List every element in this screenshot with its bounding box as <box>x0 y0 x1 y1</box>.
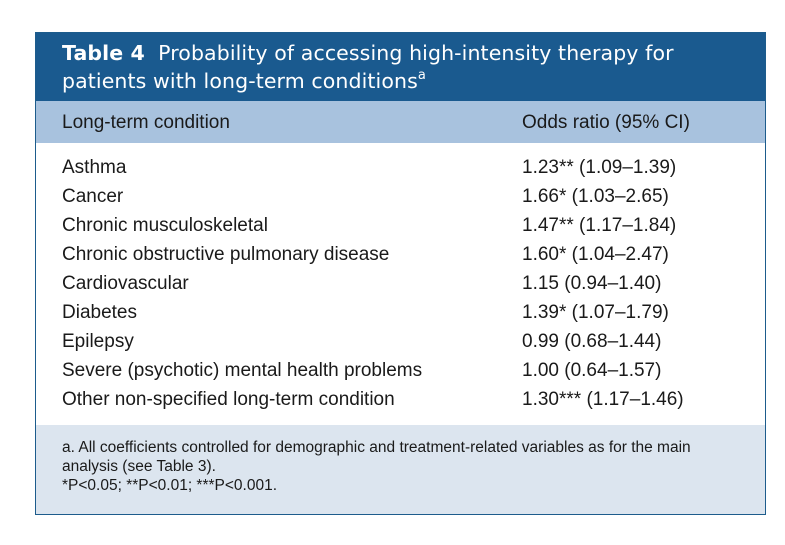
table-title-text: Probability of accessing high-intensity therapy for patients with long-term conditions <box>62 41 674 93</box>
cell-condition: Epilepsy <box>62 331 134 352</box>
footnote-a: a. All coefficients controlled for demographic and treatment-related variables as for the main analysis (see Table 3). <box>62 439 691 475</box>
cell-odds-ratio: 1.66* (1.03–2.65) <box>522 186 669 207</box>
table-row <box>36 157 765 186</box>
cell-condition: Chronic obstructive pulmonary disease <box>62 244 390 265</box>
table-row <box>36 215 765 244</box>
table-title-label: Table 4 <box>62 41 145 65</box>
cell-condition: Severe (psychotic) mental health problems <box>62 360 423 381</box>
cell-condition: Other non-specified long-term condition <box>62 389 395 410</box>
cell-odds-ratio: 1.23** (1.09–1.39) <box>522 157 677 178</box>
table-row <box>36 244 765 273</box>
cell-condition: Cancer <box>62 186 124 207</box>
table-4 <box>35 32 766 515</box>
cell-odds-ratio: 1.00 (0.64–1.57) <box>522 360 662 381</box>
cell-condition: Asthma <box>62 157 127 178</box>
table-row <box>36 302 765 331</box>
cell-odds-ratio: 1.15 (0.94–1.40) <box>522 273 662 294</box>
table-header-row <box>36 101 765 143</box>
cell-odds-ratio: 1.60* (1.04–2.47) <box>522 244 669 265</box>
table-row <box>36 360 765 389</box>
column-header-odds-ratio: Odds ratio (95% CI) <box>522 112 690 133</box>
table-row <box>36 186 765 215</box>
table-title-footnote-marker: a <box>417 68 426 84</box>
table-row <box>36 389 765 418</box>
cell-odds-ratio: 1.30*** (1.17–1.46) <box>522 389 684 410</box>
cell-odds-ratio: 0.99 (0.68–1.44) <box>522 331 662 352</box>
table-row <box>36 273 765 302</box>
cell-odds-ratio: 1.39* (1.07–1.79) <box>522 302 669 323</box>
column-header-condition: Long-term condition <box>62 112 230 133</box>
cell-condition: Chronic musculoskeletal <box>62 215 268 236</box>
footnote-significance: *P<0.05; **P<0.01; ***P<0.001. <box>62 477 278 494</box>
table-title <box>36 33 765 101</box>
cell-condition: Diabetes <box>62 302 137 323</box>
table-footnote <box>36 425 765 514</box>
cell-condition: Cardiovascular <box>62 273 189 294</box>
table-body <box>36 157 765 418</box>
cell-odds-ratio: 1.47** (1.17–1.84) <box>522 215 677 236</box>
table-row <box>36 331 765 360</box>
